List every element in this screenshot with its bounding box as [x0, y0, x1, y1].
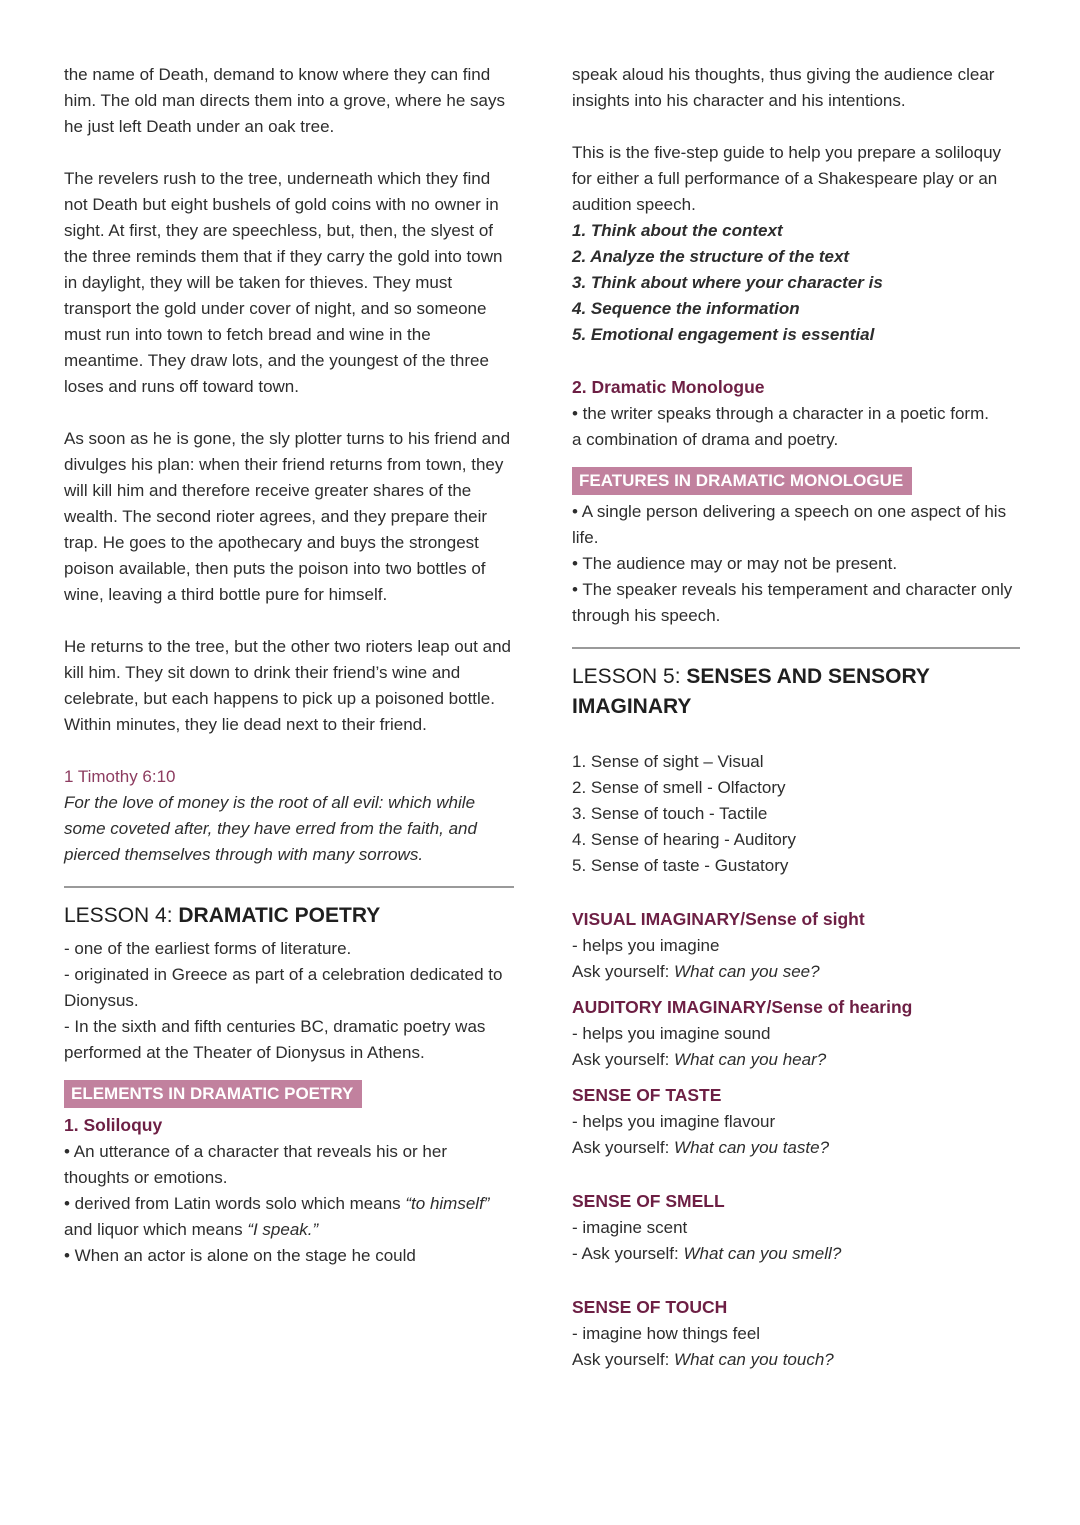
lesson5-title: SENSES AND SENSORY IMAGINARY	[572, 665, 930, 718]
soliloquy-bullet: • derived from Latin words solo which means “to himself” and liquor which means “I speak.”	[64, 1194, 490, 1239]
lesson4-title: DRAMATIC POETRY	[178, 904, 381, 927]
bible-quote: For the love of money is the root of all evil: which while some coveted after, they have erred from the faith, and pierced themselves through with many sorrows.	[64, 793, 477, 864]
sense-section-visual	[572, 906, 1020, 985]
sense-list-item: 4. Sense of hearing - Auditory	[572, 830, 796, 849]
sense-list-item: 3. Sense of touch - Tactile	[572, 804, 768, 823]
lesson4-prefix: LESSON 4:	[64, 904, 179, 927]
sense-list-item: 2. Sense of smell - Olfactory	[572, 778, 786, 797]
guide-step: 2. Analyze the structure of the text	[572, 247, 850, 266]
soliloquy-bullet: • When an actor is alone on the stage he could	[64, 1246, 416, 1265]
section-divider	[64, 886, 514, 888]
monologue-heading: 2. Dramatic Monologue	[572, 377, 765, 397]
story-paragraph: He returns to the tree, but the other two rioters leap out and kill him. They sit down to drink their friend’s wine and celebrate, but each happens to pick up a poisoned bottle. Within minutes, they lie dead next to their friend.	[64, 637, 511, 734]
bible-reference: 1 Timothy 6:10	[64, 767, 176, 786]
sense-section-ask: Ask yourself: What can you hear?	[572, 1050, 827, 1069]
sense-section-ask: Ask yourself: What can you taste?	[572, 1138, 830, 1157]
guide-step: 1. Think about the context	[572, 221, 783, 240]
sense-section-line: - helps you imagine sound	[572, 1024, 771, 1043]
guide-step: 4. Sequence the information	[572, 299, 800, 318]
story-paragraph: As soon as he is gone, the sly plotter turns to his friend and divulges his plan: when their friend returns from town, they will kill him and therefore receive greater shares of the wealth. The second rioter agrees, and they prepare their trap. He goes to the apothecary and buys the strongest poison available, then puts the poison into two bottles of wine, leaving a third bottle pure for himself.	[64, 429, 511, 604]
story-paragraph: The revelers rush to the tree, underneath which they find not Death but eight bushels of gold coins with no owner in sight. At first, they are speechless, but, then, the slyest of the three reminds them that if they carry the gold into town in daylight, they will be taken for thieves. They must transport the gold under cover of night, and so someone must run into town to fetch bread and wine in the meantime. They draw lots, and the youngest of the three loses and runs off toward town.	[64, 169, 503, 396]
soliloquy-bullet: • An utterance of a character that reveals his or her thoughts or emotions.	[64, 1142, 447, 1187]
elements-header-row	[64, 1066, 514, 1112]
guide-step: 5. Emotional engagement is essential	[572, 325, 875, 344]
features-highlight-header: FEATURES IN DRAMATIC MONOLOGUE	[572, 467, 912, 495]
features-bullet: • A single person delivering a speech on one aspect of his life.	[572, 502, 1007, 547]
sense-section-heading: SENSE OF SMELL	[572, 1191, 725, 1211]
lesson4-point: - In the sixth and fifth centuries BC, dramatic poetry was performed at the Theater of Dionysus in Athens.	[64, 1017, 486, 1062]
sense-section-ask: Ask yourself: What can you touch?	[572, 1350, 834, 1369]
sense-section-line: - imagine how things feel	[572, 1324, 761, 1343]
sense-section-ask: - Ask yourself: What can you smell?	[572, 1244, 842, 1263]
left-column	[64, 62, 514, 1525]
sense-section-line: - helps you imagine flavour	[572, 1112, 776, 1131]
sense-section-line: - helps you imagine	[572, 936, 720, 955]
lesson5-heading	[572, 662, 1020, 722]
sense-section-heading: VISUAL IMAGINARY/Sense of sight	[572, 909, 865, 929]
soliloquy-continuation: speak aloud his thoughts, thus giving the audience clear insights into his character and his intentions.	[572, 65, 995, 110]
sense-section-line: - imagine scent	[572, 1218, 688, 1237]
sense-section-touch	[572, 1294, 1020, 1373]
sense-list-item: 1. Sense of sight – Visual	[572, 752, 764, 771]
guide-intro: This is the five-step guide to help you prepare a soliloquy for either a full performance of a Shakespeare play or an audition speech.	[572, 143, 1002, 214]
lesson4-point: - originated in Greece as part of a celebration dedicated to Dionysus.	[64, 965, 503, 1010]
sense-section-heading: AUDITORY IMAGINARY/Sense of hearing	[572, 997, 913, 1017]
guide-step: 3. Think about where your character is	[572, 273, 883, 292]
lesson5-prefix: LESSON 5:	[572, 665, 687, 688]
features-header-row	[572, 453, 1020, 499]
features-bullet: • The speaker reveals his temperament and character only through his speech.	[572, 580, 1013, 625]
lesson4-heading	[64, 901, 514, 931]
features-bullet: • The audience may or may not be present.	[572, 554, 898, 573]
sense-section-heading: SENSE OF TASTE	[572, 1085, 722, 1105]
story-paragraph: the name of Death, demand to know where they can find him. The old man directs them into a grove, where he says he just left Death under an oak tree.	[64, 65, 505, 136]
sense-section-taste	[572, 1082, 1020, 1161]
monologue-bullet: • the writer speaks through a character in a poetic form.	[572, 404, 989, 423]
sense-section-heading: SENSE OF TOUCH	[572, 1297, 728, 1317]
section-divider	[572, 647, 1020, 649]
monologue-line: a combination of drama and poetry.	[572, 430, 839, 449]
sense-list-item: 5. Sense of taste - Gustatory	[572, 856, 789, 875]
sense-section-auditory	[572, 994, 1020, 1073]
soliloquy-heading: 1. Soliloquy	[64, 1115, 163, 1135]
lesson4-point: - one of the earliest forms of literature.	[64, 939, 352, 958]
sense-section-smell	[572, 1188, 1020, 1267]
sense-section-ask: Ask yourself: What can you see?	[572, 962, 820, 981]
right-column	[572, 62, 1020, 1525]
elements-highlight-header: ELEMENTS IN DRAMATIC POETRY	[64, 1080, 362, 1108]
